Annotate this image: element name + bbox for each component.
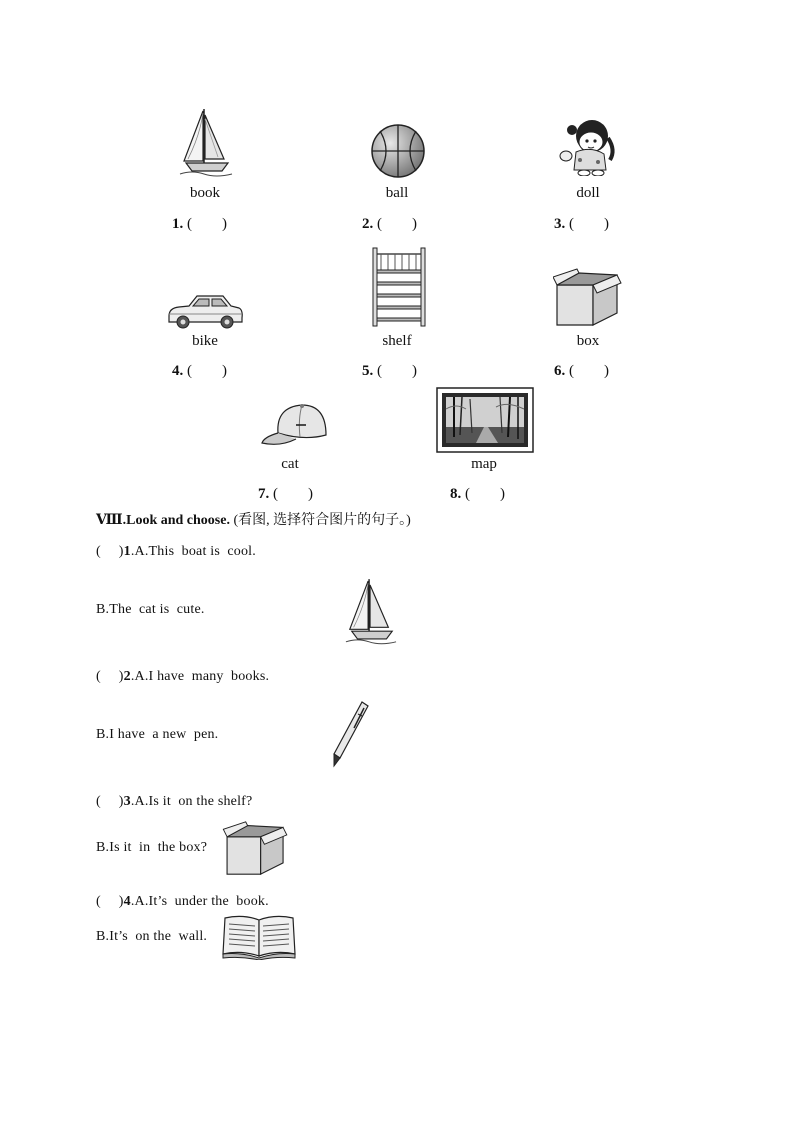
question-number: 4 (123, 894, 131, 909)
question-number: 1 (123, 544, 131, 559)
answer-blank[interactable]: ( ) (96, 794, 124, 809)
section-title: Look and choose. (126, 513, 230, 528)
answer-paren: ( ) (187, 216, 227, 232)
question-2-picture (328, 700, 372, 768)
option-a: .A.Is it on the shelf? (130, 794, 253, 809)
question-4-line-a (96, 890, 269, 910)
item-number: 2. (362, 216, 374, 232)
word-label: doll (576, 185, 600, 201)
option-a: .A.This boat is cool. (130, 544, 256, 559)
word-label: box (576, 333, 600, 349)
basketball-icon (370, 123, 426, 179)
question-number: 2 (123, 669, 131, 684)
doll-icon (558, 116, 620, 176)
answer-blank[interactable]: ( ) (96, 669, 124, 684)
picture-sailboat (178, 105, 234, 177)
answer-slot-3[interactable] (554, 212, 609, 233)
word-label: map (471, 456, 497, 472)
word-label: ball (385, 185, 409, 201)
question-1-picture (344, 572, 398, 648)
answer-paren: ( ) (273, 486, 313, 502)
option-a: .A.I have many books. (130, 669, 270, 684)
question-3-picture (221, 820, 291, 876)
question-2-option-b: B.I have a new pen. (96, 727, 219, 742)
sailboat-icon (344, 572, 398, 648)
pen-icon (328, 700, 372, 768)
picture-cap (260, 401, 330, 449)
open-book-icon (221, 912, 297, 960)
item-number: 6. (554, 363, 566, 379)
question-1-option-b: B.The cat is cute. (96, 602, 205, 617)
answer-paren: ( ) (465, 486, 505, 502)
item-number: 5. (362, 363, 374, 379)
option-a: .A.It’s under the book. (130, 894, 269, 909)
answer-slot-1[interactable] (172, 212, 227, 233)
answer-slot-6[interactable] (554, 359, 609, 380)
answer-slot-7[interactable] (258, 482, 313, 503)
box-icon (553, 267, 623, 327)
item-number: 1. (172, 216, 184, 232)
question-4-option-b: B.It’s on the wall. (96, 929, 208, 944)
section-heading (96, 509, 411, 529)
cap-icon (260, 401, 330, 449)
answer-slot-4[interactable] (172, 359, 227, 380)
picture-box (553, 267, 623, 327)
answer-paren: ( ) (377, 363, 417, 379)
item-number: 7. (258, 486, 270, 502)
question-3-option-b: B.Is it in the box? (96, 840, 208, 855)
box-icon (221, 820, 291, 876)
word-label: cat (281, 456, 299, 472)
answer-blank[interactable]: ( ) (96, 544, 124, 559)
question-4-picture (221, 912, 297, 960)
word-label: shelf (382, 333, 412, 349)
question-3-line-a (96, 790, 252, 810)
picture-doll (558, 116, 620, 176)
item-number: 8. (450, 486, 462, 502)
picture-shelf (371, 246, 427, 328)
answer-slot-5[interactable] (362, 359, 417, 380)
picture-car (165, 290, 245, 332)
question-1-line-a (96, 540, 256, 560)
framed-picture-icon (436, 387, 534, 453)
answer-paren: ( ) (187, 363, 227, 379)
section-number: Ⅷ. (96, 513, 127, 528)
item-number: 3. (554, 216, 566, 232)
picture-framed-landscape (436, 387, 534, 453)
answer-blank[interactable]: ( ) (96, 894, 124, 909)
car-icon (165, 290, 245, 332)
word-label: bike (192, 333, 218, 349)
picture-basketball (370, 123, 426, 179)
item-number: 4. (172, 363, 184, 379)
answer-slot-2[interactable] (362, 212, 417, 233)
question-number: 3 (123, 794, 131, 809)
answer-paren: ( ) (569, 216, 609, 232)
answer-slot-8[interactable] (450, 482, 505, 503)
question-2-line-a (96, 665, 269, 685)
word-label: book (190, 185, 220, 201)
section-instruction: (看图, 选择符合图片的句子。) (233, 513, 411, 528)
answer-paren: ( ) (569, 363, 609, 379)
shelf-icon (371, 246, 427, 328)
answer-paren: ( ) (377, 216, 417, 232)
sailboat-icon (178, 105, 234, 177)
